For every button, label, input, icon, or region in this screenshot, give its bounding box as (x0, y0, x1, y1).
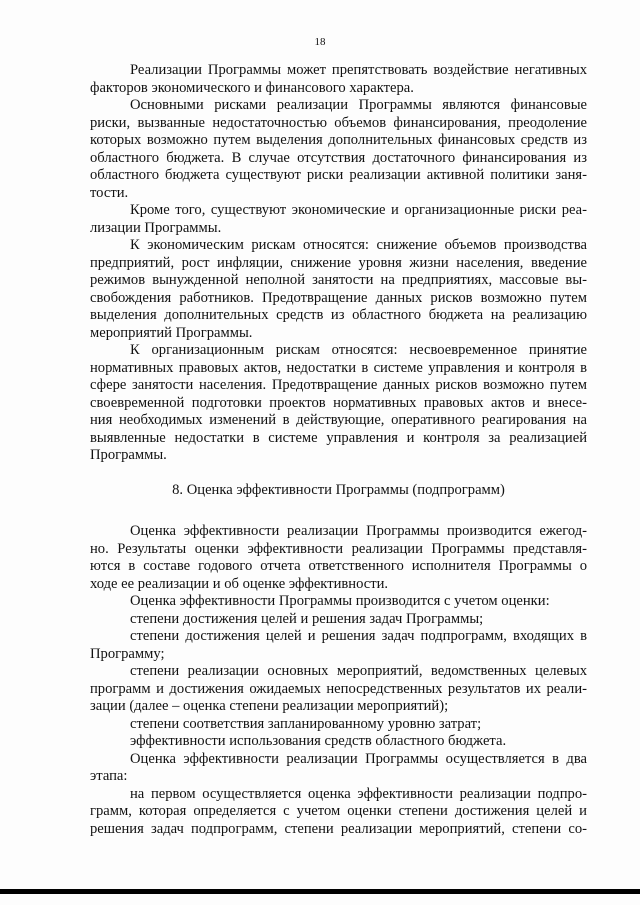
paragraph-risk-intro (90, 62, 587, 97)
list-item-costs (90, 716, 587, 734)
text-line: Оценка эффективности реализации Программы производится ежегод- (130, 523, 587, 539)
document-body (90, 62, 587, 838)
paragraph-organizational-risks (90, 342, 587, 465)
text-line: но. Результаты оценки эффективности реализации Программы представля- (90, 540, 587, 557)
spacer (90, 465, 587, 483)
text-line: степени достижения целей и решения задач подпрограмм, входящих в (130, 628, 587, 644)
text-line: степени соответствия запланированному уровню затрат; (130, 715, 482, 732)
text-line: Оценка эффективности реализации Программы осуществляется в два (130, 750, 587, 767)
text-line: ходе ее реализации и об оценке эффективности. (90, 575, 389, 592)
text-line: лизации Программы. (90, 219, 222, 236)
text-line: областного бюджета существуют риски реализации активной политики заня- (90, 167, 587, 183)
text-line: Кроме того, существуют экономические и организационные риски реа- (130, 202, 587, 218)
list-item-budget-efficiency (90, 733, 587, 751)
text-line: факторов экономического и финансового характера. (90, 79, 414, 96)
text-line: выявленные недостатки в системе управления и контроля за реализацией (90, 429, 587, 446)
text-line: зации (далее – оценка степени реализации мероприятий); (90, 698, 449, 714)
paragraph-two-stages (90, 751, 587, 786)
paragraph-evaluation-annual (90, 523, 587, 593)
text-line: этапа: (90, 768, 128, 784)
list-item-activities (90, 663, 587, 716)
text-line: нормативных правовых актов, недостатки в системе управления и контроля в (90, 359, 587, 376)
text-line: ются в составе годового отчета ответственного исполнителя Программы о (90, 558, 587, 574)
text-line: риски, вызванные недостаточностью объемов финансирования, преодоление (90, 114, 587, 131)
text-line: ния необходимых изменений в действующие, оперативного реагирования на (90, 412, 587, 428)
text-line: свобождения работников. Предотвращение данных рисков возможно путем (90, 289, 587, 306)
paragraph-other-risks (90, 202, 587, 237)
text-line: эффективности использования средств областного бюджета. (130, 733, 507, 749)
text-line: которых возможно путем выделения дополнительных финансовых средств из (90, 132, 587, 148)
text-line: К экономическим рискам относятся: снижение объемов производства (130, 237, 587, 253)
section-heading: 8. Оценка эффективности Программы (подпрограмм) (172, 482, 505, 498)
text-line: Оценка эффективности Программы производится с учетом оценки: (130, 593, 550, 609)
text-line: мероприятий Программы. (90, 324, 253, 341)
list-item-goals-program (90, 611, 587, 629)
text-line: степени достижения целей и решения задач Программы; (130, 610, 484, 627)
text-line: предприятий, рост инфляции, снижение уровня жизни населения, введение (90, 254, 587, 271)
paragraph-economic-risks (90, 237, 587, 342)
text-line: выделения дополнительных средств из областного бюджета на реализацию (90, 307, 587, 323)
text-line: сфере занятости населения. Предотвращение данных рисков возможно путем (90, 377, 587, 393)
text-line: Реализации Программы может препятствовать воздействие негативных (130, 62, 587, 78)
page-bottom-border (0, 889, 640, 894)
page-number: 18 (314, 36, 326, 48)
text-line: решения задач подпрограмм, степени реализации мероприятий, степени со- (90, 820, 587, 837)
text-line: грамм, которая определяется с учетом оценки степени достижения целей и (90, 803, 587, 819)
paragraph-financial-risks (90, 97, 587, 202)
text-line: своевременной подготовки проектов нормативных правовых актов и внесе- (90, 394, 587, 411)
text-line: на первом осуществляется оценка эффективности реализации подпро- (130, 785, 587, 802)
paragraph-first-stage (90, 786, 587, 839)
text-line: Программы. (90, 447, 167, 463)
text-line: Программу; (90, 645, 165, 662)
text-line: программ и достижения ожидаемых непосредственных результатов их реали- (90, 680, 587, 697)
text-line: режимов вынужденной неполной занятости на предприятиях, массовые вы- (90, 272, 587, 288)
text-line: тости. (90, 184, 129, 201)
spacer (90, 500, 587, 518)
text-line: областного бюджета. В случае отсутствия достаточного финансирования из (90, 149, 587, 166)
text-line: К организационным рискам относятся: несвоевременное принятие (130, 342, 587, 358)
paragraph-evaluation-criteria (90, 593, 587, 611)
list-item-goals-subprograms (90, 628, 587, 663)
text-line: степени реализации основных мероприятий, ведомственных целевых (130, 663, 587, 679)
text-line: Основными рисками реализации Программы являются финансовые (130, 97, 587, 113)
